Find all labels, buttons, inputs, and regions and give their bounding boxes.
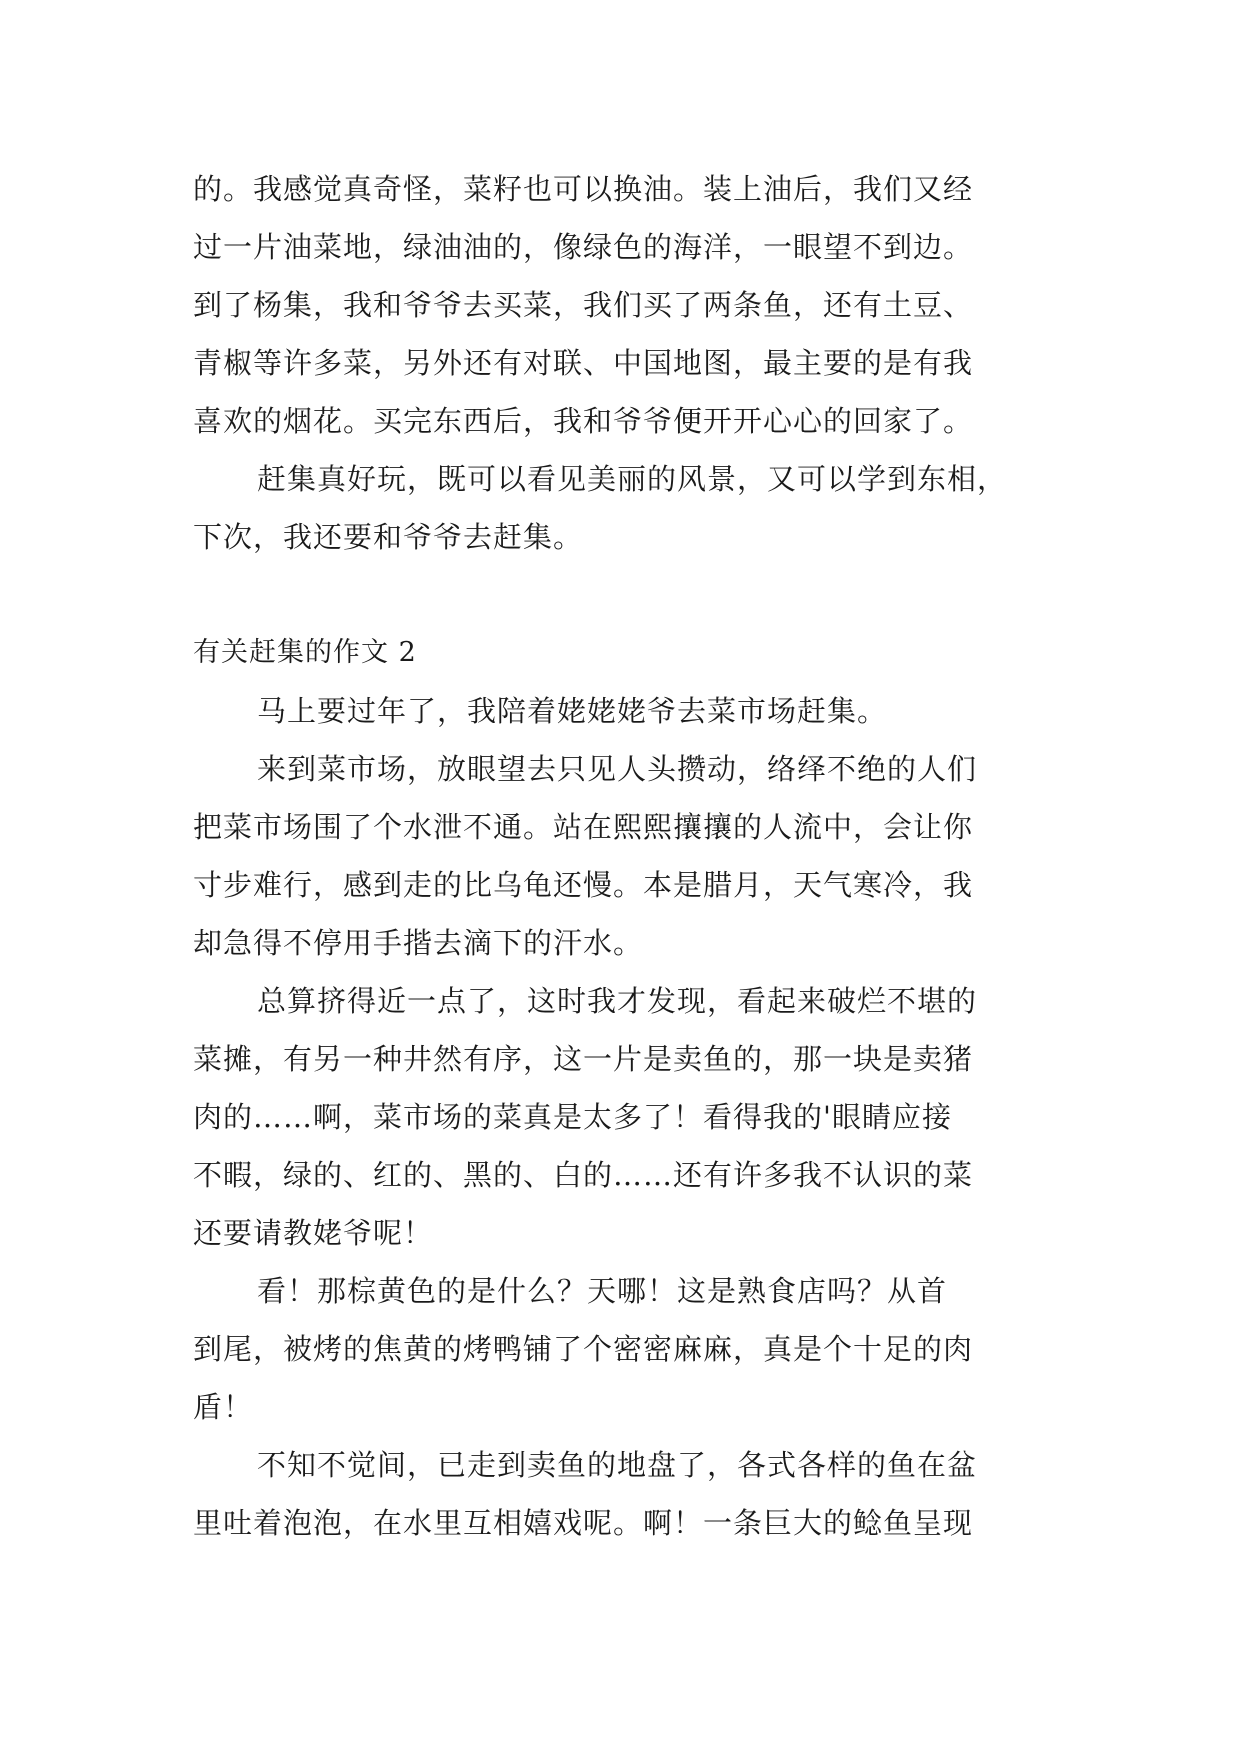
text-line: 看！那棕黄色的是什么？天哪！这是熟食店吗？从首 [257,1274,948,1308]
text-line: 不知不觉间，已走到卖鱼的地盘了，各式各样的鱼在盆 [257,1448,978,1482]
text-line: 青椒等许多菜，另外还有对联、中国地图，最主要的是有我 [193,346,974,380]
text-line: 总算挤得近一点了，这时我才发现，看起来破烂不堪的 [257,984,978,1018]
text-line: 不暇，绿的、红的、黑的、白的……还有许多我不认识的菜 [193,1158,974,1192]
text-line: 把菜市场围了个水泄不通。站在熙熙攘攘的人流中，会让你 [193,810,974,844]
paragraph-fish [193,1436,1073,1552]
text-line: 来到菜市场，放眼望去只见人头攒动，络绎不绝的人们 [257,752,978,786]
paragraph-closing [193,450,1073,566]
text-line: 菜摊，有另一种井然有序，这一片是卖鱼的，那一块是卖猪 [193,1042,974,1076]
text-line: 还要请教姥爷呢！ [193,1216,434,1250]
text-line: 到了杨集，我和爷爷去买菜，我们买了两条鱼，还有土豆、 [193,288,974,322]
text-line: 下次，我还要和爷爷去赶集。 [193,520,584,554]
section-spacer [193,566,1073,624]
document-page [193,160,1073,1552]
text-line: 喜欢的烟花。买完东西后，我和爷爷便开开心心的回家了。 [193,404,974,438]
text-line: 的。我感觉真奇怪，菜籽也可以换油。装上油后，我们又经 [193,172,974,206]
paragraph-crowd [193,740,1073,972]
text-line: 马上要过年了，我陪着姥姥姥爷去菜市场赶集。 [257,694,888,728]
paragraph-intro [193,682,1073,740]
text-line: 却急得不停用手揩去滴下的汗水。 [193,926,644,960]
text-line: 寸步难行，感到走的比乌龟还慢。本是腊月，天气寒冷，我 [193,868,974,902]
paragraph-stalls [193,972,1073,1262]
text-line: 盾！ [193,1390,254,1424]
text-line: 过一片油菜地，绿油油的，像绿色的海洋，一眼望不到边。 [193,230,974,264]
essay-heading: 有关赶集的作文 2 [193,637,417,668]
text-line: 赶集真好玩，既可以看见美丽的风景，又可以学到东相， [257,462,1008,496]
paragraph-market-trip [193,160,1073,450]
paragraph-deli [193,1262,1073,1436]
text-line: 到尾，被烤的焦黄的烤鸭铺了个密密麻麻，真是个十足的肉 [193,1332,974,1366]
text-line: 里吐着泡泡，在水里互相嬉戏呢。啊！一条巨大的鲶鱼呈现 [193,1506,974,1540]
text-line: 肉的……啊，菜市场的菜真是太多了！看得我的'眼睛应接 [193,1100,952,1134]
